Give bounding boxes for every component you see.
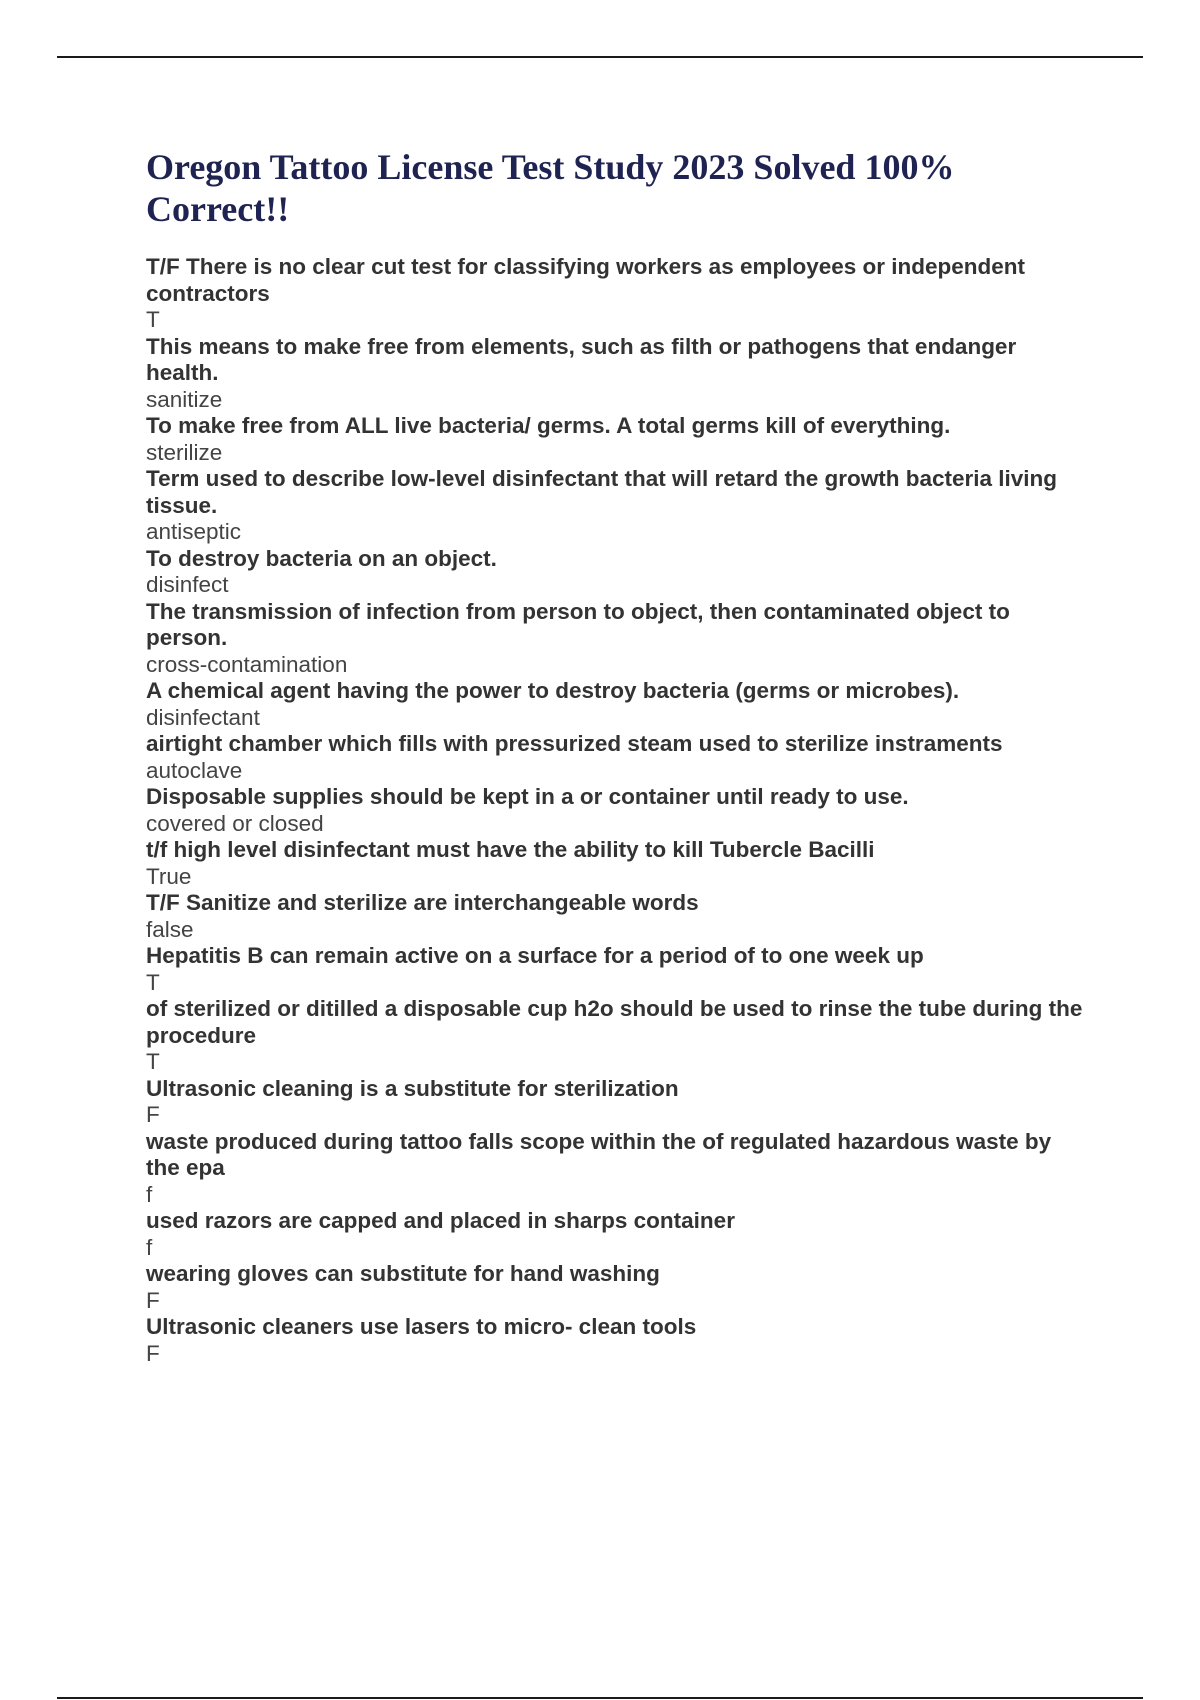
qa-list — [146, 254, 1091, 1367]
answer-text: True — [146, 863, 192, 889]
qa-item — [146, 837, 1091, 890]
answer-text: T — [146, 1049, 160, 1074]
qa-item — [146, 784, 1091, 837]
question-text: used razors are capped and placed in sharps container — [146, 1208, 735, 1233]
qa-item — [146, 334, 1091, 414]
question-text: of sterilized or ditilled a disposable cup h2o should be used to rinse the tube during the procedure — [146, 996, 1083, 1048]
bottom-divider — [57, 1697, 1143, 1699]
question-text: This means to make free from elements, such as filth or pathogens that endanger health. — [146, 333, 1017, 385]
answer-text: autoclave — [146, 757, 243, 783]
question-text: Ultrasonic cleaners use lasers to micro- clean tools — [146, 1314, 697, 1339]
qa-item — [146, 1129, 1091, 1209]
qa-item — [146, 413, 1091, 466]
question-text: wearing gloves can substitute for hand washing — [146, 1261, 660, 1286]
question-text: t/f high level disinfectant must have the ability to kill Tubercle Bacilli — [146, 837, 875, 862]
question-text: To destroy bacteria on an object. — [146, 545, 497, 571]
question-text: T/F There is no clear cut test for classifying workers as employees or independent contractors — [146, 254, 1026, 306]
answer-text: f — [146, 1234, 153, 1260]
question-text: Hepatitis B can remain active on a surface for a period of to one week up — [146, 943, 924, 968]
answer-text: covered or closed — [146, 810, 324, 836]
question-text: Term used to describe low-level disinfectant that will retard the growth bacteria living tissue. — [146, 466, 1058, 518]
question-text: A chemical agent having the power to destroy bacteria (germs or microbes). — [146, 678, 960, 703]
answer-text: cross-contamination — [146, 651, 348, 677]
answer-text: antiseptic — [146, 519, 242, 544]
document-title: Oregon Tattoo License Test Study 2023 Solved 100% Correct!! — [146, 147, 955, 229]
qa-item — [146, 1314, 1091, 1367]
qa-item — [146, 254, 1091, 334]
question-text: airtight chamber which fills with pressurized steam used to sterilize instraments — [146, 731, 1003, 756]
qa-item — [146, 996, 1091, 1076]
answer-text: f — [146, 1181, 153, 1207]
answer-text: F — [146, 1102, 160, 1127]
question-text: Disposable supplies should be kept in a or container until ready to use. — [146, 784, 909, 809]
question-text: Ultrasonic cleaning is a substitute for sterilization — [146, 1075, 679, 1101]
document-body — [146, 146, 1091, 1367]
answer-text: F — [146, 1287, 160, 1313]
qa-item — [146, 466, 1091, 546]
qa-item — [146, 890, 1091, 943]
answer-text: sterilize — [146, 439, 223, 465]
qa-item — [146, 678, 1091, 731]
qa-item — [146, 1261, 1091, 1314]
qa-item — [146, 546, 1091, 599]
answer-text: T — [146, 969, 160, 995]
qa-item — [146, 731, 1091, 784]
answer-text: F — [146, 1340, 160, 1366]
answer-text: false — [146, 916, 194, 942]
answer-text: disinfectant — [146, 704, 260, 730]
answer-text: disinfect — [146, 572, 229, 597]
qa-item — [146, 1076, 1091, 1129]
qa-item — [146, 599, 1091, 679]
qa-item — [146, 943, 1091, 996]
answer-text: T — [146, 307, 160, 332]
question-text: waste produced during tattoo falls scope within the of regulated hazardous waste by the epa — [146, 1128, 1052, 1180]
qa-item — [146, 1208, 1091, 1261]
top-divider — [57, 56, 1143, 58]
question-text: The transmission of infection from person to object, then contaminated object to person. — [146, 598, 1010, 650]
question-text: To make free from ALL live bacteria/ germs. A total germs kill of everything. — [146, 413, 951, 438]
question-text: T/F Sanitize and sterilize are interchangeable words — [146, 890, 699, 915]
answer-text: sanitize — [146, 386, 223, 412]
